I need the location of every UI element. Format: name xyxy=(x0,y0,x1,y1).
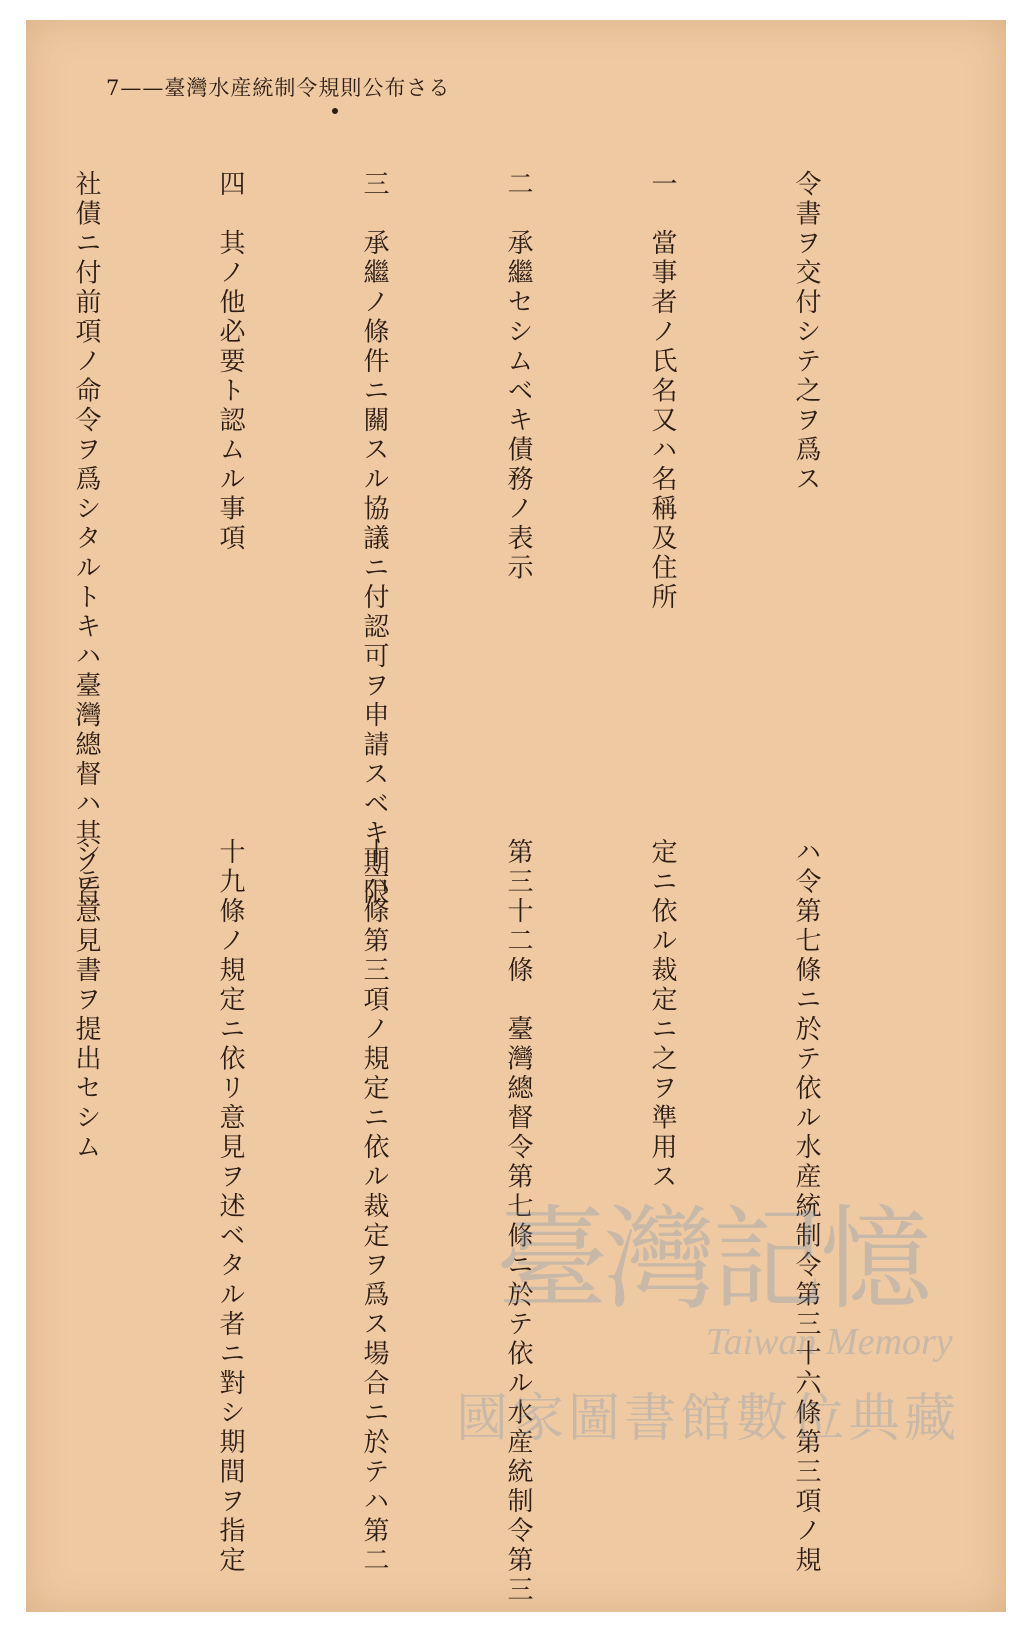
page-header: 7——臺灣水産統制令規則公布さる xyxy=(106,76,451,100)
text-line: シテ意見書ヲ提出セシム xyxy=(71,838,101,1163)
text-line: 一 當事者ノ氏名又ハ名稱及住所 xyxy=(647,170,677,613)
watermark-title: 臺灣記憶 xyxy=(496,1195,928,1325)
text-line: 定ニ依ル裁定ニ之ヲ準用ス xyxy=(647,838,677,1192)
text-line: 十九條ノ規定ニ依リ意見ヲ述ベタル者ニ對シ期間ヲ指定 xyxy=(215,838,245,1576)
text-line: 第三十二條 臺灣總督令第七條ニ於テ依ル水産統制令第三 xyxy=(503,838,533,1605)
text-line: 社債ニ付前項ノ命令ヲ爲シタルトキハ臺灣總督ハ其ノ旨 xyxy=(71,170,101,908)
text-line: ハ令第七條ニ於テ依ル水産統制令第三十六條第三項ノ規 xyxy=(791,838,821,1576)
text-line: 四 其ノ他必要ト認ムル事項 xyxy=(215,170,245,554)
text-line: 令書ヲ交付シテ之ヲ爲ス xyxy=(791,170,821,495)
document-page xyxy=(26,20,1006,1612)
text-line: 三 承繼ノ條件ニ關スル協議ニ付認可ヲ申請スベキ期限 xyxy=(359,170,389,908)
text-line: 十六條第三項ノ規定ニ依ル裁定ヲ爲ス場合ニ於テハ第二 xyxy=(359,838,389,1576)
header-dot xyxy=(332,108,338,114)
watermark-english: Taiwan Memory xyxy=(706,1321,953,1363)
top-text-block xyxy=(26,170,926,908)
bottom-text-block xyxy=(26,838,926,1605)
text-line: 二 承繼セシムベキ債務ノ表示 xyxy=(503,170,533,583)
watermark-subtitle: 國家圖書館數位典藏 xyxy=(456,1389,961,1449)
